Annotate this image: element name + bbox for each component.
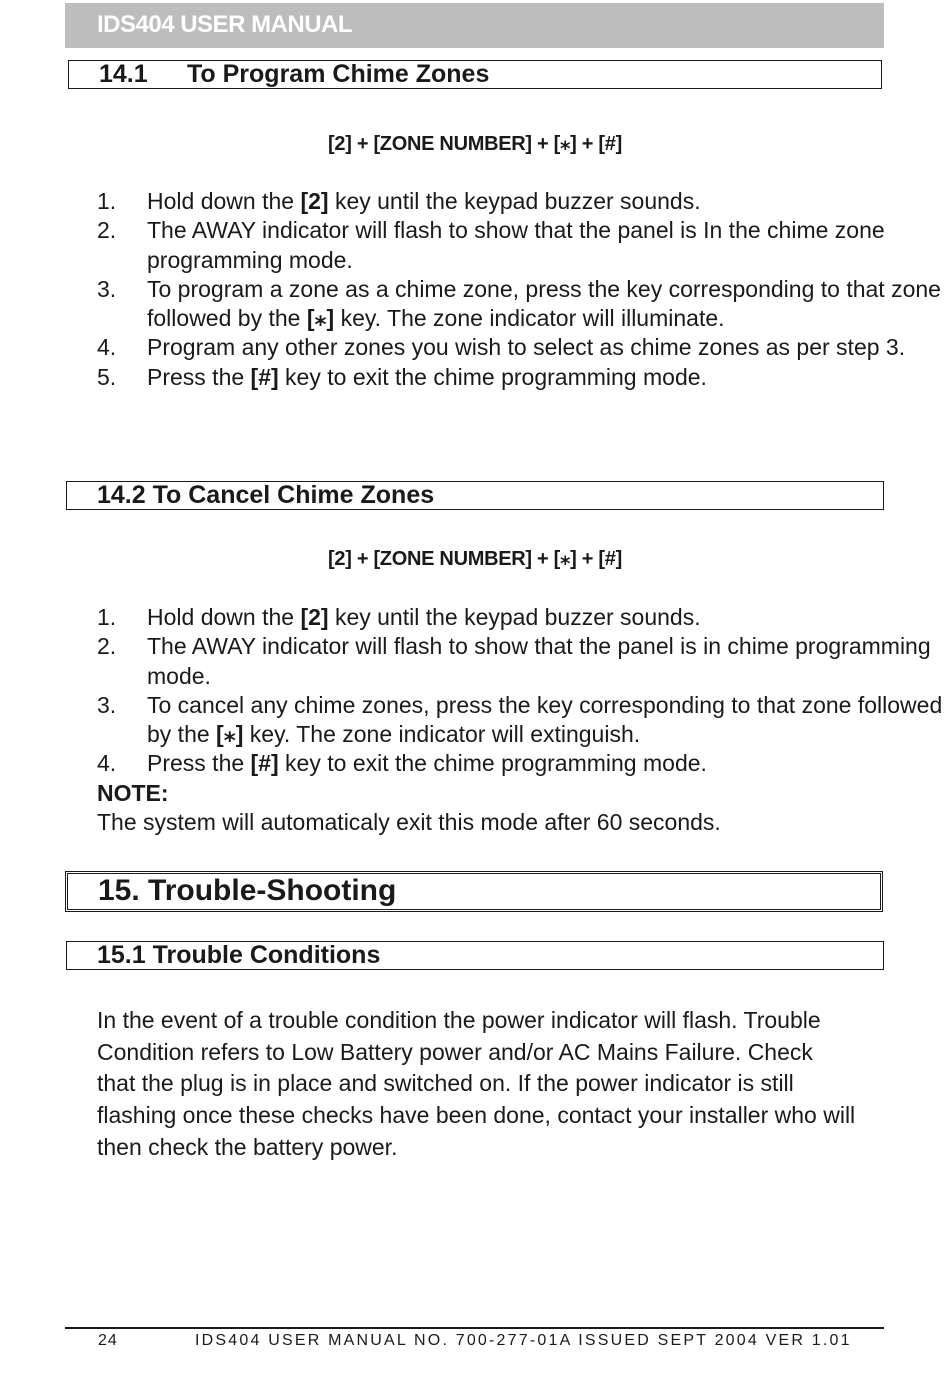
running-header — [65, 3, 884, 48]
key-sequence-formula: [2] + [ZONE NUMBER] + [⁎] + [#] — [328, 133, 622, 155]
heading-text: 14.2 To Cancel Chime Zones — [97, 481, 435, 509]
heading-number: 14.1 — [99, 60, 148, 88]
note-text: The system will automaticaly exit this mode after 60 seconds. — [97, 809, 721, 835]
trouble-paragraph: In the event of a trouble condition the power indicator will flash. Trouble Condition refers to Low Battery power and/or AC Mains Failure. Check that the plug is in place and switched on. If the power indicator is still flashing once these checks have been done, contact your installer who will then check the battery power. — [97, 1007, 856, 1160]
note-label: NOTE: — [97, 780, 169, 806]
program-steps-list — [97, 187, 950, 392]
list-item: 1. Hold down the [2] key until the keypad buzzer sounds. — [97, 188, 701, 214]
list-item: 2. The AWAY indicator will flash to show that the panel is in chime programming mode. — [97, 633, 931, 689]
section-heading-15-1 — [66, 941, 884, 970]
list-item: 3. To program a zone as a chime zone, press the key corresponding to that zone followed by the [⁎] key. The zone indicator will illuminate. — [97, 275, 941, 332]
list-item: 5. Press the [#] key to exit the chime programming mode. — [97, 363, 707, 390]
section-heading-14-1 — [68, 60, 882, 89]
list-item: 4. Press the [#] key to exit the chime programming mode. — [97, 750, 707, 777]
manual-title: IDS404 USER MANUAL — [97, 11, 353, 38]
list-item: 2. The AWAY indicator will flash to show that the panel is In the chime zone programming mode. — [97, 217, 885, 273]
list-item: 3. To cancel any chime zones, press the key corresponding to that zone followed by the [⁎] key. The zone indicator will extinguish. — [97, 691, 943, 748]
heading-text: To Program Chime Zones — [187, 60, 490, 88]
chapter-heading-15 — [65, 871, 883, 912]
cancel-steps-list — [97, 603, 950, 779]
section-heading-14-2 — [66, 481, 884, 510]
footer-text: IDS404 USER MANUAL NO. 700-277-01A ISSUED SEPT 2004 VER 1.01 — [195, 1332, 852, 1349]
page-number: 24 — [98, 1332, 118, 1349]
key-sequence-formula: [2] + [ZONE NUMBER] + [⁎] + [#] — [328, 548, 622, 570]
list-item: 1. Hold down the [2] key until the keypad buzzer sounds. — [97, 604, 701, 630]
heading-text: 15.1 Trouble Conditions — [97, 941, 381, 969]
chapter-title: 15. Trouble-Shooting — [98, 874, 397, 907]
footer-rule — [65, 1327, 884, 1329]
list-item: 4. Program any other zones you wish to select as chime zones as per step 3. — [97, 334, 906, 361]
